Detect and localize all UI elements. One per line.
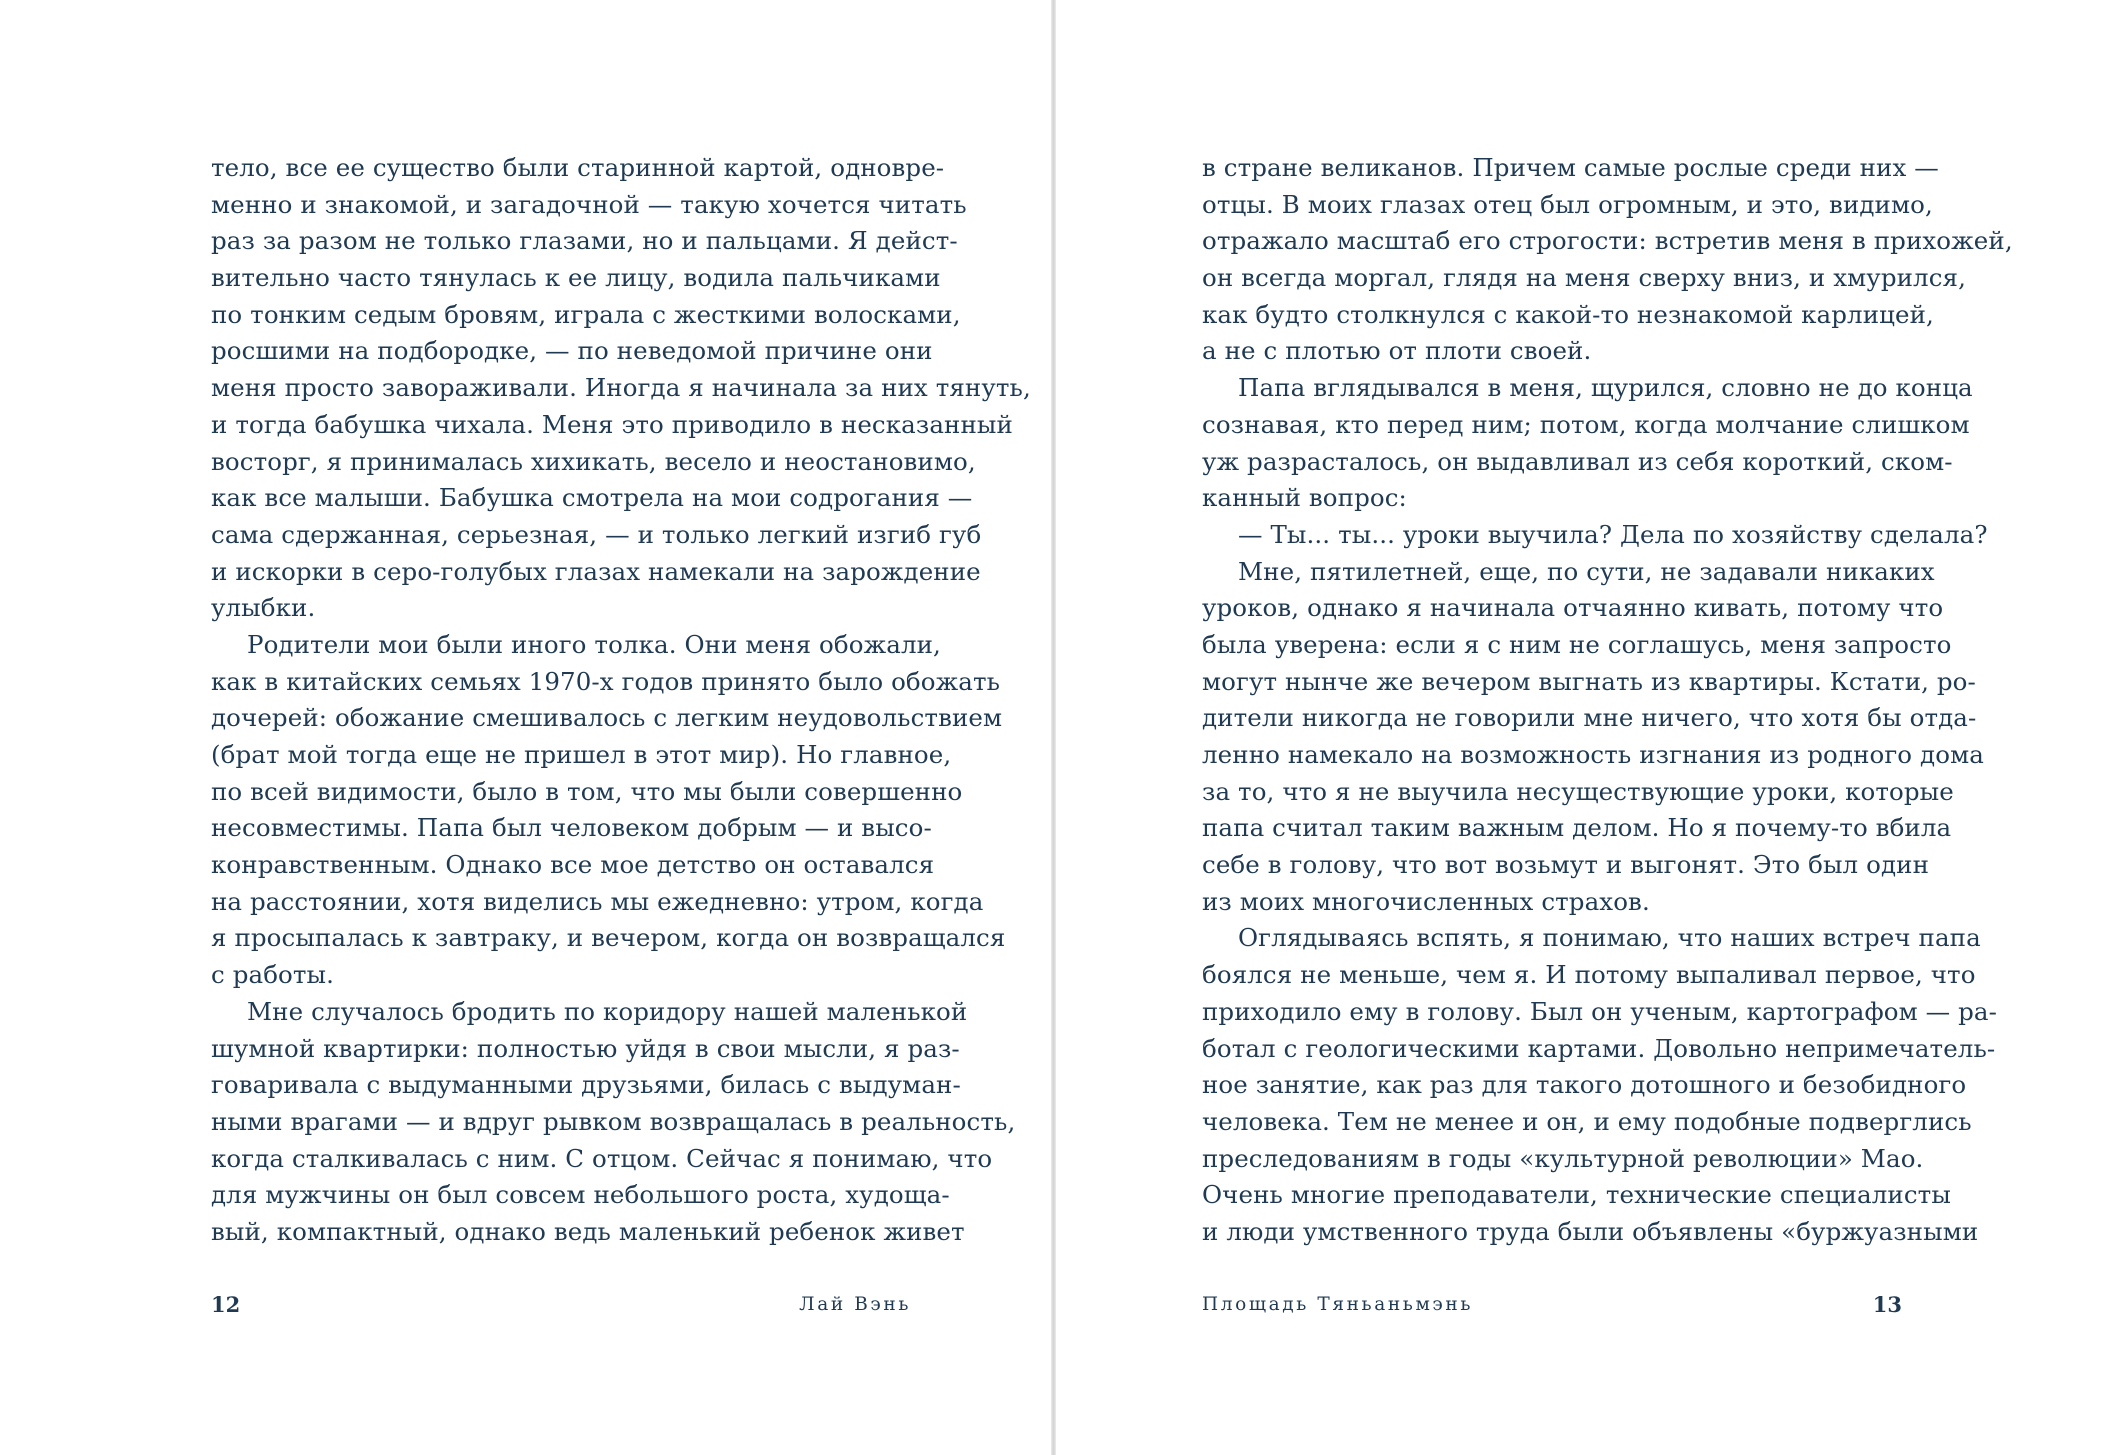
text-line: из моих многочисленных страхов. bbox=[1202, 886, 1650, 916]
page-number-right: 13 bbox=[1872, 1292, 1902, 1317]
text-line: как в китайских семьях 1970-х годов принято было обожать bbox=[211, 666, 1001, 696]
text-line: когда сталкивалась с ним. С отцом. Сейчас я понимаю, что bbox=[211, 1143, 993, 1173]
text-line: ное занятие, как раз для такого дотошного и безобидного bbox=[1202, 1070, 1967, 1100]
text-line: конравственным. Однако все мое детство он оставался bbox=[211, 850, 935, 880]
right-page-body bbox=[1202, 150, 2013, 1250]
text-line: в стране великанов. Причем самые рослые среди них — bbox=[1202, 153, 1939, 182]
text-line: и тогда бабушка чихала. Меня это приводило в несказанный bbox=[211, 409, 1013, 439]
text-line: ными врагами — и вдруг рывком возвращалась в реальность, bbox=[211, 1106, 1016, 1136]
text-line: канный вопрос: bbox=[1202, 483, 1407, 513]
text-line: и искорки в серо-голубых глазах намекали на зарождение bbox=[211, 556, 981, 586]
text-line: тело, все ее существо были старинной картой, одновре- bbox=[211, 153, 945, 182]
text-line: для мужчины он был совсем небольшого роста, худоща- bbox=[211, 1180, 950, 1210]
text-line: дители никогда не говорили мне ничего, что хотя бы отда- bbox=[1202, 703, 1977, 733]
text-line: была уверена: если я с ним не соглашусь, меня запросто bbox=[1202, 629, 1952, 659]
text-line: восторг, я принималась хихикать, весело и неостановимо, bbox=[211, 446, 976, 476]
text-line: несовместимы. Папа был человеком добрым — и высо- bbox=[211, 813, 932, 843]
text-line: а не с плотью от плоти своей. bbox=[1202, 336, 1592, 366]
text-line: он всегда моргал, глядя на меня сверху вниз, и хмурился, bbox=[1202, 263, 1966, 293]
text-line: Родители мои были иного толка. Они меня обожали, bbox=[247, 629, 941, 659]
text-line: как будто столкнулся с какой-то незнакомой карлицей, bbox=[1202, 299, 1934, 329]
text-line: улыбки. bbox=[211, 593, 316, 623]
text-line: себе в голову, что вот возьмут и выгонят. Это был один bbox=[1202, 850, 1930, 880]
left-page-body bbox=[211, 150, 1031, 1250]
text-line: дочерей: обожание смешивалось с легким неудовольствием bbox=[211, 703, 1003, 733]
text-line: боялся не меньше, чем я. И потому выпаливал первое, что bbox=[1202, 960, 1976, 990]
text-line: Очень многие преподаватели, технические специалисты bbox=[1202, 1180, 1951, 1210]
text-line: человека. Тем не менее и он, и ему подобные подверглись bbox=[1202, 1106, 1972, 1136]
text-line: меня просто завораживали. Иногда я начинала за них тянуть, bbox=[211, 373, 1031, 403]
text-line: приходило ему в голову. Был он ученым, картографом — ра- bbox=[1202, 996, 1998, 1026]
text-line: говаривала с выдуманными друзьями, билась с выдуман- bbox=[211, 1070, 961, 1100]
text-line: шумной квартирки: полностью уйдя в свои мысли, я раз- bbox=[211, 1033, 960, 1063]
text-line: менно и знакомой, и загадочной — такую хочется читать bbox=[211, 189, 967, 219]
text-line: могут нынче же вечером выгнать из квартиры. Кстати, ро- bbox=[1202, 666, 1976, 696]
text-line: (брат мой тогда еще не пришел в этот мир). Но главное, bbox=[211, 740, 952, 769]
text-line: отцы. В моих глазах отец был огромным, и это, видимо, bbox=[1202, 189, 1933, 219]
text-line: по всей видимости, было в том, что мы были совершенно bbox=[211, 776, 963, 806]
text-line: Мне случалось бродить по коридору нашей маленькой bbox=[247, 996, 968, 1026]
text-line: с работы. bbox=[211, 960, 335, 990]
text-line: ботал с геологическими картами. Довольно непримечатель- bbox=[1202, 1033, 1996, 1063]
text-line: сознавая, кто перед ним; потом, когда молчание слишком bbox=[1202, 409, 1970, 439]
text-line: и люди умственного труда были объявлены «буржуазными bbox=[1202, 1216, 1979, 1246]
text-line: как все малыши. Бабушка смотрела на мои содрогания — bbox=[211, 483, 973, 513]
left-page bbox=[211, 150, 1031, 1330]
right-page bbox=[1202, 150, 2013, 1330]
text-line: на расстоянии, хотя виделись мы ежедневно: утром, когда bbox=[211, 886, 984, 916]
text-line: вительно часто тянулась к ее лицу, водила пальчиками bbox=[211, 263, 941, 293]
text-line: ленно намекало на возможность изгнания из родного дома bbox=[1202, 740, 1984, 769]
text-line: уроков, однако я начинала отчаянно кивать, потому что bbox=[1202, 593, 1944, 623]
text-line: папа считал таким важным делом. Но я почему-то вбила bbox=[1202, 813, 1952, 843]
text-line: росшими на подбородке, — по неведомой причине они bbox=[211, 336, 933, 366]
page-number-left: 12 bbox=[211, 1292, 241, 1317]
text-line: Оглядываясь вспять, я понимаю, что наших встреч папа bbox=[1238, 923, 1981, 953]
text-line: уж разрасталось, он выдавливал из себя короткий, ском- bbox=[1202, 446, 1953, 476]
text-line: сама сдержанная, серьезная, — и только легкий изгиб губ bbox=[211, 519, 982, 549]
text-line: вый, компактный, однако ведь маленький ребенок живет bbox=[211, 1216, 965, 1246]
text-line: раз за разом не только глазами, но и пальцами. Я дейст- bbox=[211, 226, 958, 256]
book-gutter bbox=[1051, 0, 1056, 1455]
text-line: я просыпалась к завтраку, и вечером, когда он возвращался bbox=[211, 923, 1006, 953]
text-line: за то, что я не выучила несуществующие уроки, которые bbox=[1202, 776, 1954, 806]
running-head-title: Площадь Тяньаньмэнь bbox=[1202, 1294, 1473, 1315]
text-line: — Ты... ты... уроки выучила? Дела по хозяйству сделала? bbox=[1238, 519, 1988, 549]
text-line: отражало масштаб его строгости: встретив меня в прихожей, bbox=[1202, 226, 2013, 256]
text-line: преследованиям в годы «культурной революции» Мао. bbox=[1202, 1143, 1924, 1173]
text-line: по тонким седым бровям, играла с жесткими волосками, bbox=[211, 299, 961, 329]
text-line: Мне, пятилетней, еще, по сути, не задавали никаких bbox=[1238, 556, 1935, 586]
running-head-author: Лай Вэнь bbox=[799, 1294, 911, 1315]
text-line: Папа вглядывался в меня, щурился, словно не до конца bbox=[1238, 373, 1973, 403]
